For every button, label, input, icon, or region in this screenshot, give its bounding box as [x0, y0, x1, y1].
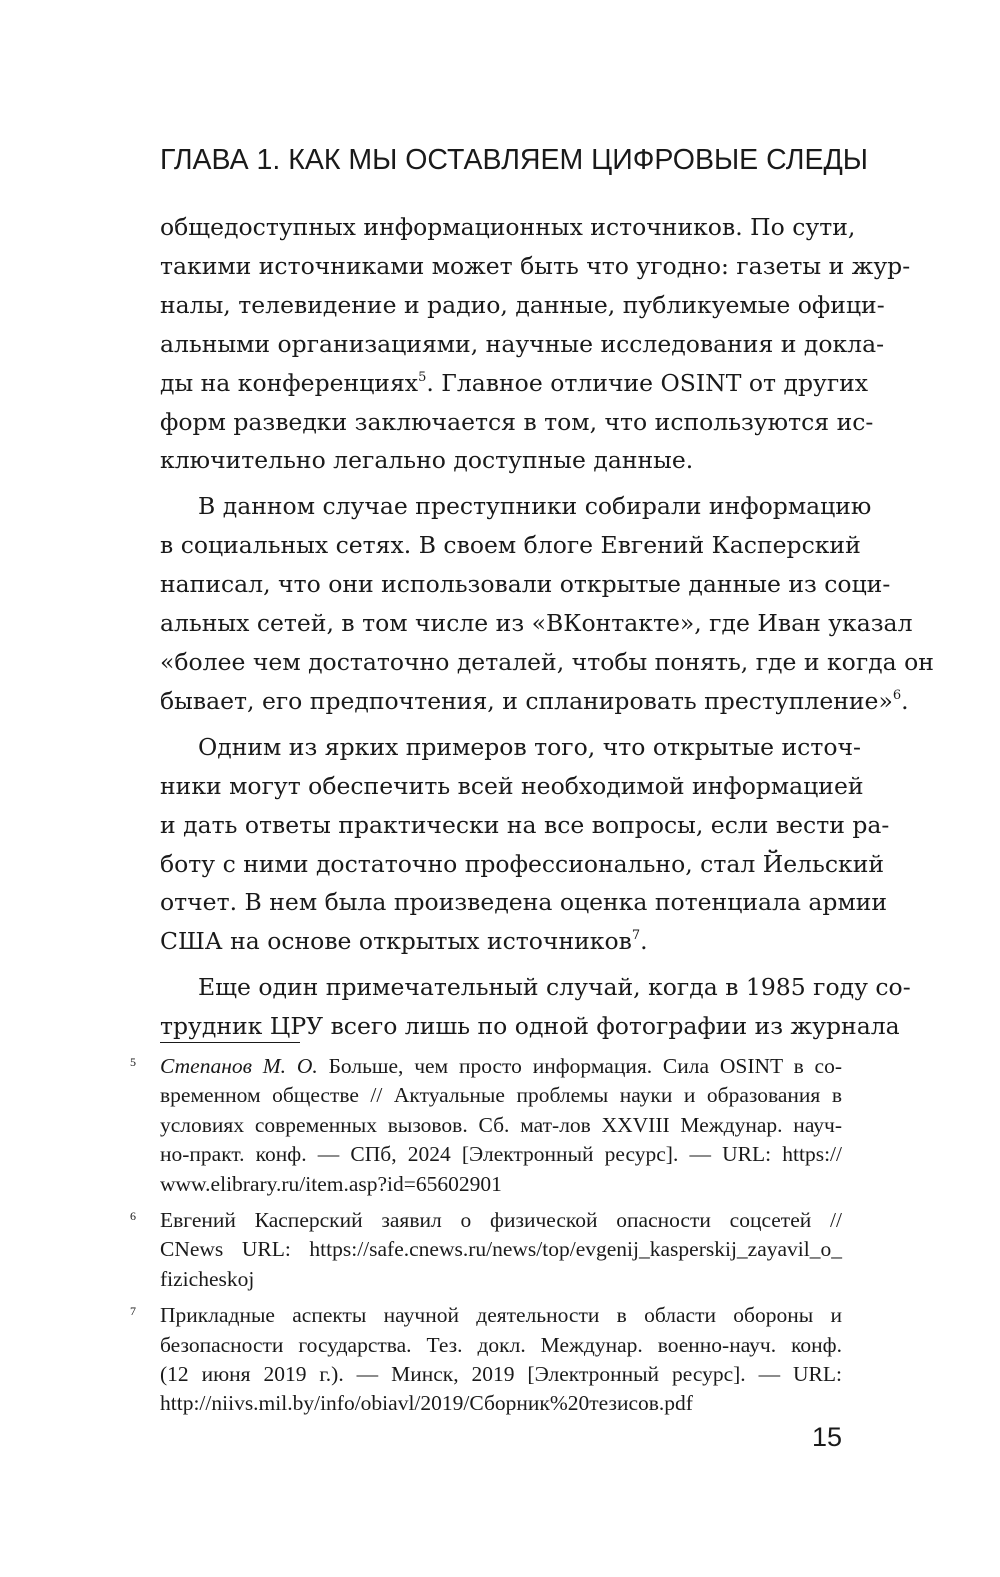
text-line: «более чем достаточно деталей, чтобы понять, где и когда он — [160, 647, 934, 676]
text-line — [160, 364, 869, 403]
text-line: отчет. В нем была произведена оценка потенциала армии — [160, 888, 888, 917]
footnote-line — [160, 1052, 842, 1081]
text-line: и дать ответы практически на все вопросы, если вести ра- — [160, 810, 890, 839]
text-line: Одним из ярких примеров того, что открытые источ- — [198, 732, 861, 761]
footnote-line: Прикладные аспекты научной деятельности в области обороны и — [160, 1303, 842, 1328]
footnote-line: условиях современных вызовов. Сб. мат-лов XXVIII Междунар. науч- — [160, 1112, 842, 1137]
text-line: ключительно легально доступные данные. — [160, 446, 694, 475]
text-line: в социальных сетях. В своем блоге Евгений Касперский — [160, 531, 861, 560]
text-fragment: Больше, чем просто информация. Сила OSINT в со- — [317, 1054, 842, 1078]
footnote — [132, 1301, 842, 1419]
text-fragment: . — [901, 686, 909, 715]
footnote-ref[interactable]: 7 — [631, 928, 641, 944]
footnote-line: Евгений Касперский заявил о физической опасности соцсетей // — [160, 1208, 842, 1233]
footnote-link[interactable]: fizicheskoj — [160, 1266, 255, 1291]
footnote-line: (12 июня 2019 г.). — Минск, 2019 [Электронный ресурс]. — URL: — [160, 1362, 842, 1387]
footnote-line: безопасности государства. Тез. докл. Междунар. военно-науч. конф. — [160, 1332, 842, 1357]
text-line: трудник ЦРУ всего лишь по одной фотографии из журнала — [160, 1012, 900, 1041]
paragraph — [160, 968, 911, 1046]
text-line: ники могут обеспечить всей необходимой информацией — [160, 771, 864, 800]
paragraph — [160, 487, 934, 720]
footnote — [132, 1052, 842, 1199]
text-line: налы, телевидение и радио, данные, публикуемые офици- — [160, 290, 885, 319]
text-line: Еще один примечательный случай, когда в 1985 году со- — [198, 973, 911, 1002]
footnote-line: временном обществе // Актуальные проблемы науки и образования в — [160, 1083, 842, 1108]
footnote — [132, 1206, 842, 1294]
text-line: написал, что они использовали открытые данные из соци- — [160, 570, 891, 599]
text-line: общедоступных информационных источников. По сути, — [160, 213, 856, 241]
footnote-separator — [160, 1042, 300, 1043]
text-line: альными организациями, научные исследования и докла- — [160, 329, 885, 358]
text-fragment: бывает, его предпочтения, и спланировать преступление» — [160, 686, 893, 715]
text-line: боту с ними достаточно профессионально, стал Йельский — [160, 849, 885, 878]
footnote-author: Степанов М. О. — [160, 1054, 318, 1078]
footnote-ref[interactable]: 5 — [418, 369, 427, 385]
text-fragment: США на основе открытых источников — [160, 927, 632, 956]
footnotes — [132, 1052, 842, 1426]
text-line: альных сетей, в том числе из «ВКонтакте», где Иван указал — [160, 609, 913, 638]
paragraph — [160, 208, 911, 480]
footnote-number: 7 — [130, 1304, 136, 1319]
footnote-link[interactable]: www.elibrary.ru/item.asp?id=65602901 — [160, 1171, 502, 1196]
text-fragment: . Главное отличие OSINT от других — [426, 368, 869, 397]
text-line: В данном случае преступники собирали информацию — [198, 492, 872, 521]
text-fragment: . — [640, 927, 648, 956]
text-line — [160, 682, 909, 721]
text-line: такими источниками может быть что угодно: газеты и жур- — [160, 251, 911, 280]
footnote-number: 5 — [130, 1055, 136, 1069]
text-line: форм разведки заключается в том, что используются ис- — [160, 407, 874, 436]
text-line — [160, 922, 842, 961]
footnote-line: но-практ. конф. — СПб, 2024 [Электронный ресурс]. — URL: https:// — [160, 1142, 842, 1167]
text-fragment: ды на конференциях — [160, 368, 419, 397]
footnote-ref[interactable]: 6 — [892, 687, 902, 703]
paragraph — [160, 728, 890, 961]
running-head: ГЛАВА 1. КАК МЫ ОСТАВЛЯЕМ ЦИФРОВЫЕ СЛЕДЫ — [160, 144, 868, 176]
footnote-link[interactable]: http://niivs.mil.by/info/obiavl/2019/Сборник%20тезисов.pdf — [160, 1391, 693, 1416]
footnote-link[interactable]: CNews URL: https://safe.cnews.ru/news/top/evgenij_kasperskij_zayavil_o_ — [160, 1237, 842, 1262]
footnote-number: 6 — [130, 1209, 136, 1224]
body-text — [160, 208, 934, 1046]
page-number: 15 — [811, 1422, 842, 1452]
